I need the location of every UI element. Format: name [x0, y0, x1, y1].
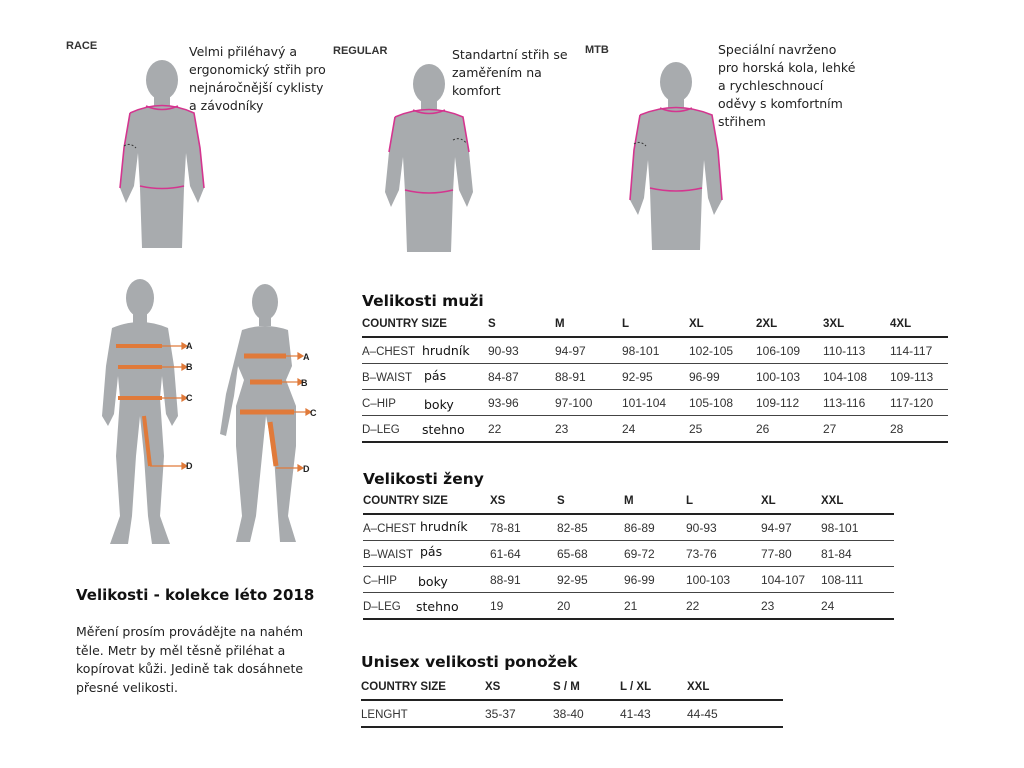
race-fit-figure	[100, 58, 220, 248]
table-cell: 100-103	[686, 567, 761, 593]
header-country-size: COUNTRY SIZE	[361, 674, 485, 700]
table-cell: 97-100	[555, 390, 622, 416]
table-cell: 44-45	[687, 700, 783, 727]
row-code: C–HIP	[362, 397, 396, 410]
header-country-size: COUNTRY SIZE	[363, 488, 490, 514]
table-cell: 117-120	[890, 390, 948, 416]
row-code: D–LEG	[363, 600, 401, 613]
table-cell: 108-111	[821, 567, 894, 593]
male-figure	[102, 279, 178, 544]
table-cell: 109-112	[756, 390, 823, 416]
header-country-size: COUNTRY SIZE	[362, 311, 488, 337]
table-cell: 77-80	[761, 541, 821, 567]
table-header-row	[362, 311, 948, 337]
table-row	[362, 364, 948, 390]
table-cell: 19	[490, 593, 557, 620]
fit-label-regular: REGULAR	[333, 45, 388, 57]
table-cell: 104-107	[761, 567, 821, 593]
table-cell: 110-113	[823, 337, 890, 364]
fit-label-mtb: MTB	[585, 44, 609, 56]
table-cell: 38-40	[553, 700, 620, 727]
table-cell: 113-116	[823, 390, 890, 416]
table-row	[363, 567, 894, 593]
table-cell: 98-101	[622, 337, 689, 364]
header-size: XXL	[687, 674, 783, 700]
table-row	[362, 390, 948, 416]
fit-label-race: RACE	[66, 40, 98, 52]
header-size: XXL	[821, 488, 894, 514]
fit-desc-race: Velmi přiléhavý a ergonomický střih pro nejnáročnější cyklisty a závodníky	[189, 44, 326, 113]
table-cell: 35-37	[485, 700, 553, 727]
table-header-row	[363, 488, 894, 514]
table-cell: 88-91	[490, 567, 557, 593]
table-cell: 41-43	[620, 700, 687, 727]
table-cell: 106-109	[756, 337, 823, 364]
table-cell: 28	[890, 416, 948, 443]
row-cz-label: hrudník	[422, 343, 470, 358]
table-cell: 90-93	[488, 337, 555, 364]
table-cell: 73-76	[686, 541, 761, 567]
row-code: A–CHEST	[363, 522, 417, 535]
table-row	[363, 541, 894, 567]
row-cz-label: stehno	[416, 599, 459, 614]
female-label-c: C	[310, 408, 317, 418]
table-header-row	[361, 674, 783, 700]
header-size: M	[555, 311, 622, 337]
fit-desc-regular: Standartní střih se zaměřením na komfort	[452, 47, 568, 98]
row-cz-label: pás	[420, 544, 443, 559]
measurement-figures	[90, 276, 320, 548]
row-code: C–HIP	[363, 574, 397, 587]
table-cell: 98-101	[821, 514, 894, 541]
socks-size-table	[361, 674, 783, 728]
male-label-a: A	[186, 341, 193, 351]
table-cell: 102-105	[689, 337, 756, 364]
women-title: Velikosti ženy	[363, 470, 484, 488]
table-cell: 93-96	[488, 390, 555, 416]
table-cell: 114-117	[890, 337, 948, 364]
table-cell: 23	[555, 416, 622, 443]
table-cell: 94-97	[555, 337, 622, 364]
header-size: XL	[761, 488, 821, 514]
female-label-d: D	[303, 464, 310, 474]
collection-title: Velikosti - kolekce léto 2018	[76, 586, 315, 604]
table-cell: 96-99	[689, 364, 756, 390]
header-size: 2XL	[756, 311, 823, 337]
row-code: A–CHEST	[362, 345, 416, 358]
table-cell: 92-95	[622, 364, 689, 390]
table-cell: 25	[689, 416, 756, 443]
table-cell: 105-108	[689, 390, 756, 416]
table-row	[363, 514, 894, 541]
table-cell: 96-99	[624, 567, 686, 593]
row-code: B–WAIST	[362, 371, 413, 384]
male-label-b: B	[186, 362, 193, 372]
header-size: M	[624, 488, 686, 514]
header-size: 4XL	[890, 311, 948, 337]
mtb-fit-figure	[614, 60, 734, 250]
row-code: B–WAIST	[363, 548, 414, 561]
male-label-d: D	[186, 461, 193, 471]
row-code: LENGHT	[361, 708, 408, 721]
header-size: XL	[689, 311, 756, 337]
row-cz-label: hrudník	[420, 519, 468, 534]
table-cell: 21	[624, 593, 686, 620]
table-cell: 94-97	[761, 514, 821, 541]
table-cell: 65-68	[557, 541, 624, 567]
men-title: Velikosti muži	[362, 292, 484, 310]
header-size: XS	[490, 488, 557, 514]
header-size: S	[488, 311, 555, 337]
table-row	[363, 593, 894, 620]
table-cell: 81-84	[821, 541, 894, 567]
row-cz-label: boky	[424, 397, 454, 412]
table-cell: 20	[557, 593, 624, 620]
row-cz-label: boky	[418, 574, 448, 589]
male-label-c: C	[186, 393, 193, 403]
table-cell: 86-89	[624, 514, 686, 541]
row-cz-label: pás	[424, 368, 447, 383]
table-cell: 27	[823, 416, 890, 443]
table-cell: 24	[622, 416, 689, 443]
table-row	[362, 337, 948, 364]
regular-fit-figure	[367, 62, 487, 252]
header-size: L	[622, 311, 689, 337]
table-cell: 82-85	[557, 514, 624, 541]
header-size: 3XL	[823, 311, 890, 337]
row-cz-label: stehno	[422, 422, 465, 437]
table-cell: 90-93	[686, 514, 761, 541]
women-size-table	[363, 488, 894, 620]
table-cell: 100-103	[756, 364, 823, 390]
table-cell: 88-91	[555, 364, 622, 390]
header-size: L	[686, 488, 761, 514]
table-cell: 101-104	[622, 390, 689, 416]
table-cell: 109-113	[890, 364, 948, 390]
table-cell: 23	[761, 593, 821, 620]
table-cell: 92-95	[557, 567, 624, 593]
table-cell: 84-87	[488, 364, 555, 390]
row-code: D–LEG	[362, 423, 400, 436]
table-cell: 104-108	[823, 364, 890, 390]
header-size: S	[557, 488, 624, 514]
table-cell: 22	[488, 416, 555, 443]
men-size-table	[362, 311, 948, 443]
fit-desc-mtb: Speciální navrženo pro horská kola, lehké a rychleschnoucí oděvy s komfortním střihem	[718, 42, 856, 129]
female-label-b: B	[301, 378, 308, 388]
table-cell: 24	[821, 593, 894, 620]
table-cell: 69-72	[624, 541, 686, 567]
table-cell: 78-81	[490, 514, 557, 541]
header-size: S / M	[553, 674, 620, 700]
measuring-instructions: Měření prosím provádějte na nahém těle. Metr by měl těsně přiléhat a kopírovat kůži. Jedině tak dosáhnete přesné velikosti.	[76, 624, 304, 695]
header-size: L / XL	[620, 674, 687, 700]
table-cell: 61-64	[490, 541, 557, 567]
socks-title: Unisex velikosti ponožek	[361, 653, 578, 671]
table-cell: 22	[686, 593, 761, 620]
female-label-a: A	[303, 352, 310, 362]
header-size: XS	[485, 674, 553, 700]
table-row	[361, 700, 783, 727]
table-cell: 26	[756, 416, 823, 443]
table-row	[362, 416, 948, 443]
